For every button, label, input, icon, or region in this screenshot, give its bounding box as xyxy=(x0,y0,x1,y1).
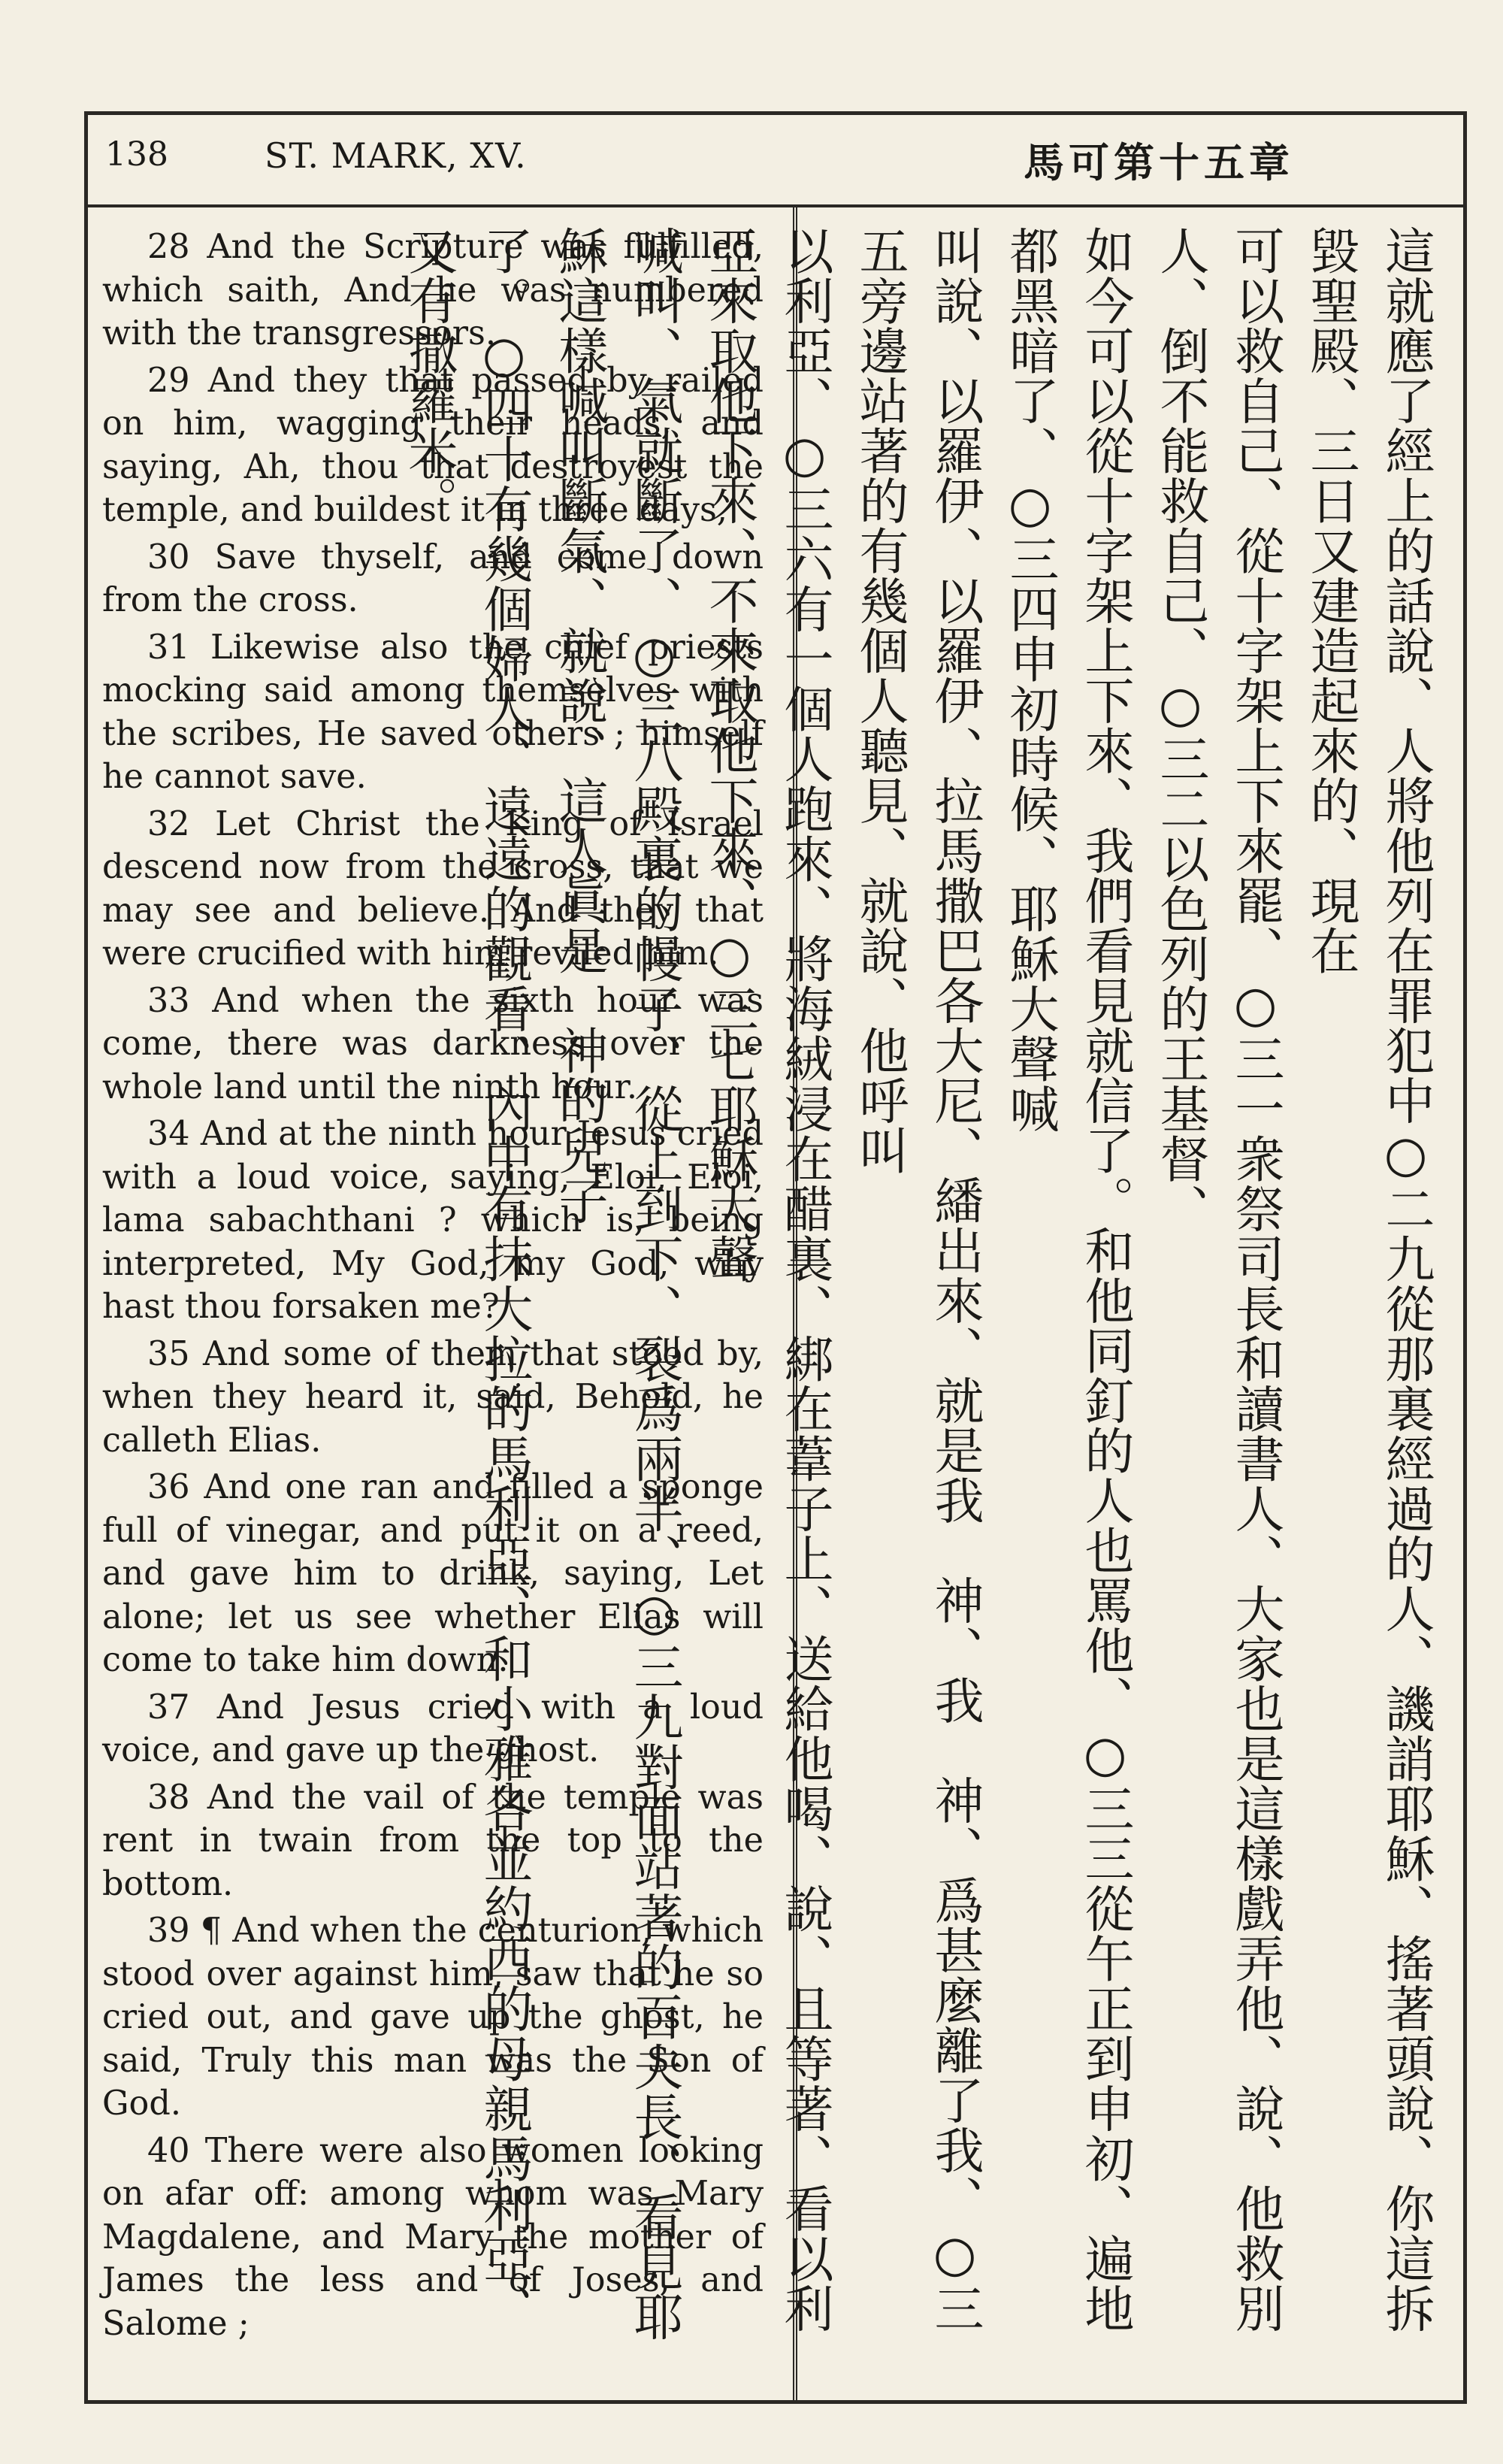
page-header xyxy=(84,111,1467,207)
verse-33: 33 And when the sixth hour was come, there was darkness over the whole land until the ninth hour. xyxy=(102,981,764,1106)
chinese-line: 如今可以從十字架上下來、我們看見就信了。和他同釘的人也罵他、○三三從午正到申初、遍地都黑暗了、○三四申初時候、耶穌大聲喊 xyxy=(1001,226,1134,2333)
chinese-title: 馬可第十五章 xyxy=(1024,139,1294,186)
verse-28: 28 And the Scripture was fulfilled, which saith, And he was numbered with the transgressors. xyxy=(102,228,764,353)
verse-29: 29 And they that passed by railed on him, wagging their heads, and saying, Ah, thou that destroyest the temple, and buildest it in three days, xyxy=(102,361,764,529)
verse-35: 35 And some of them that stood by, when they heard it, said, Behold, he calleth Elias. xyxy=(102,1334,764,1460)
chinese-line: 以利亞、○三六有一個人跑來、將海絨浸在醋裏、綁在葦子上、送給他喝、說、且等著、看以利亞來取他下來、不來取他下來、○三七耶穌大聲 xyxy=(700,226,833,2333)
verse-34: 34 And at the ninth hour Jesus cried with a loud voice, saying, Eloi, Eloi, lama sabachthani ? which is, being interpreted, My God, my God, why hast thou forsaken me? xyxy=(102,1115,764,1326)
verse-37: 37 And Jesus cried with a loud voice, and gave up the ghost. xyxy=(102,1688,764,1769)
chinese-line: 叫說、以羅伊、以羅伊、拉馬撒巴各大尼、繙出來、就是我 神、我 神、爲甚麼離了我、○三五旁邊站著的有幾個人聽見、就說、他呼叫 xyxy=(851,226,984,2333)
running-head: ST. MARK, XV. xyxy=(265,135,527,176)
verse-39: 39 ¶ And when the centurion, which stood over against him, saw that he so cried out, and gave up the ghost, he said, Truly this man was the Son of God. xyxy=(102,1912,764,2123)
verse-32: 32 Let Christ the King of Israel descend now from the cross, that we may see and believe. And they that were crucified with him reviled him. xyxy=(102,804,764,973)
chinese-line: 可以救自己、從十字架上下來罷、○三一衆祭司長和讀書人、大家也是這樣戲弄他、說、他救別人、倒不能救自己、○三二以色列的王基督、 xyxy=(1151,226,1284,2333)
chinese-line: 喊叫、氣就斷了、○三八殿裏的幔子、從上到下、裂爲兩半、○三九對面站著的百夫長、看見耶穌這樣喊叫斷氣、就說、這人眞是 神的兒子 xyxy=(550,226,683,2341)
verse-30: 30 Save thyself, and come down from the cross. xyxy=(102,537,764,619)
verse-38: 38 And the vail of the temple was rent in twain from the top to the bottom. xyxy=(102,1778,764,1903)
page-number: 138 xyxy=(105,135,168,174)
chinese-line: 了。○四十有幾個婦人、遠遠的觀看、內中有抹大拉的馬利亞、和小雅各並約西的母親馬利亞、又有撒羅米。 xyxy=(400,226,533,2333)
chinese-line: 這就應了經上的話說、人將他列在罪犯中○二九從那裏經過的人、譏誚耶穌、搖著頭說、你這拆毀聖殿、三日又建造起來的、現在 xyxy=(1302,226,1435,2333)
verse-31: 31 Likewise also the chief priests mocking said among themselves with the scribes, He saved others ; himself he cannot save. xyxy=(102,628,764,796)
verse-36: 36 And one ran and filled a sponge full of vinegar, and put it on a reed, and gave him to drink, saying, Let alone; let us see whether Elias will come to take him down. xyxy=(102,1468,764,1679)
verse-40: 40 There were also women looking on afar off: among whom was Mary Magdalene, and Mary the mother of James the less and of Joses, and Salome ; xyxy=(102,2131,764,2343)
